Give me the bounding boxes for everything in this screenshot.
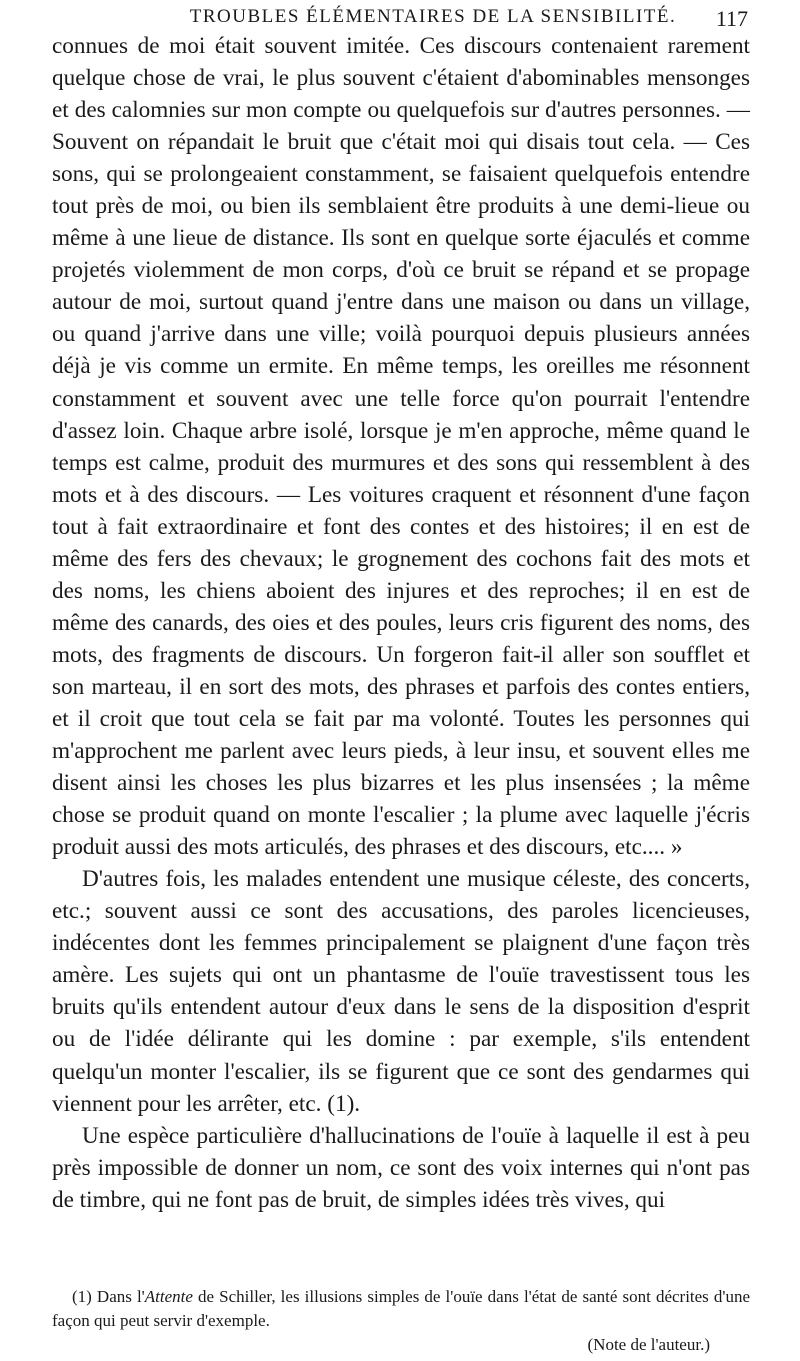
body-text <box>52 30 750 1216</box>
paragraph-3: Une espèce particulière d'hallucinations de l'ouïe à laquelle il est à peu près impossible de donner un nom, ce sont des voix internes qui n'ont pas de timbre, qui ne font pas de bruit, de simples idées très vives, qui <box>52 1122 750 1213</box>
footnote-signature: (Note de l'auteur.) <box>587 1335 710 1354</box>
footnote-text <box>52 1285 750 1333</box>
paragraph-1: connues de moi était souvent imitée. Ces discours contenaient rarement quelque chose de vrai, le plus souvent c'étaient d'abominables mensonges et des calomnies sur mon compte ou quelquefois sur d'autres personnes. — Souvent on répandait le bruit que c'était moi qui disais tout cela. — Ces sons, qui se prolongeaient constamment, se faisaient quelquefois entendre tout près de moi, ou bien ils semblaient être produits à une demi-lieue ou même à une lieue de distance. Ils sont en quelque sorte éjaculés et comme projetés violemment de mon corps, d'où ce bruit se répand et se propage autour de moi, surtout quand j'entre dans une maison ou dans un village, ou quand j'arrive dans une ville; voilà pourquoi depuis plusieurs années déjà je vis comme un ermite. En même temps, les oreilles me résonnent constamment et souvent avec une telle force qu'on pourrait l'entendre d'assez loin. Chaque arbre isolé, lorsque je m'en approche, même quand le temps est calme, produit des murmures et des sons qui ressemblent à des mots et à des discours. — Les voitures craquent et résonnent d'une façon tout à fait extraordinaire et font des contes et des histoires; il en est de même des fers des chevaux; le grognement des cochons fait des mots et des noms, les chiens aboient des injures et des reproches; il en est de même des canards, des oies et des poules, leurs cris figurent des noms, des mots, des fragments de discours. Un forgeron fait-il aller son soufflet et son marteau, il en sort des mots, des phrases et parfois des contes entiers, et il croit que tout cela se fait par ma volonté. Toutes les personnes qui m'approchent me parlent avec leurs pieds, à leur insu, et souvent elles me disent ainsi les choses les plus bizarres et les plus insensées ; la même chose se produit quand on monte l'escalier ; la plume avec laquelle j'écris produit aussi des mots articulés, des phrases et des discours, etc.... » <box>52 33 750 861</box>
footnote <box>52 1285 750 1357</box>
footnote-work-title: Attente <box>144 1287 193 1306</box>
page-header <box>118 6 748 30</box>
page-number: 117 <box>715 6 748 31</box>
footnote-text-before: Dans l' <box>96 1287 145 1306</box>
paragraph-2: D'autres fois, les malades entendent une musique céleste, des concerts, etc.; souvent aussi ce sont des accusations, des paroles licencieuses, indécentes dont les femmes principalement se plaignent d'une façon très amère. Les sujets qui ont un phantasme de l'ouïe travestissent tous les bruits qu'ils entendent autour d'eux dans le sens de la disposition d'esprit ou de l'idée délirante qui les domine : par exemple, s'ils entendent quelqu'un monter l'escalier, ils se figurent que ce sont des gendarmes qui viennent pour les arrêter, etc. (1). <box>52 866 750 1117</box>
running-title: TROUBLES ÉLÉMENTAIRES DE LA SENSIBILITÉ. <box>189 6 677 27</box>
footnote-marker: (1) <box>72 1287 92 1306</box>
footnote-text-after: de Schiller, les illusions simples de l'ouïe dans l'état de santé sont décrites d'une façon qui peut servir d'exemple. <box>52 1287 751 1330</box>
